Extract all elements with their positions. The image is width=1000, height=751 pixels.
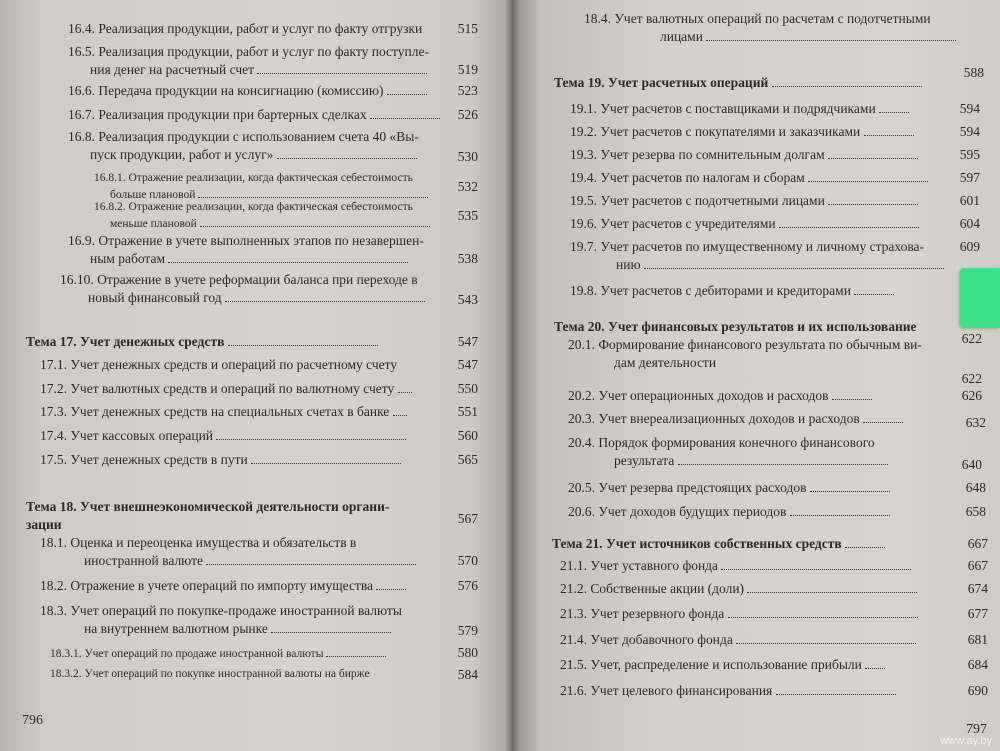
toc-entry-title: 20.3. Учет внереализационных доходов и расходов	[568, 410, 984, 428]
toc-entry	[50, 667, 478, 682]
toc-entry	[68, 106, 478, 124]
toc-entry-page: 526	[457, 107, 478, 122]
toc-entry	[560, 631, 988, 649]
toc-topic	[552, 535, 988, 553]
toc-entry-page: 594	[959, 101, 980, 116]
toc-entry-title: 18.3.1. Учет операций по продаже иностранной валюты	[50, 645, 478, 662]
toc-entry-page: 550	[457, 381, 478, 396]
right-page	[512, 0, 1000, 751]
toc-entry-title: 16.7. Реализация продукции при бартерных сделках	[68, 106, 478, 124]
toc-entry-title-cont: пуск продукции, работ и услуг»	[68, 146, 478, 164]
toc-entry-page: 597	[959, 170, 980, 185]
toc-entry-page: 523	[457, 83, 478, 98]
toc-entry	[568, 434, 984, 470]
toc-entry-page: 601	[959, 193, 980, 208]
toc-entry	[560, 656, 988, 674]
watermark: www.ay.by	[940, 735, 992, 747]
toc-topic-title: Тема 18. Учет внешнеэкономической деятельности органи-	[26, 499, 390, 514]
toc-entry	[94, 200, 478, 232]
toc-entry-title: 19.7. Учет расчетов по имущественному и личному страхова-	[570, 239, 925, 254]
toc-entry-title: 19.2. Учет расчетов с покупателями и заказчиками	[570, 123, 984, 141]
toc-entry-title: 19.6. Учет расчетов с учредителями	[570, 215, 984, 233]
toc-entry-page: 532	[457, 179, 478, 194]
toc-entry-page: 648	[965, 480, 986, 495]
toc-entry	[568, 387, 984, 405]
toc-entry-title-cont: лицами	[584, 28, 984, 46]
toc-entry-title: 19.5. Учет расчетов с подотчетными лицами	[570, 192, 984, 210]
bookmark-tab	[960, 268, 1000, 328]
toc-entry-title-cont: новый финансовый год	[60, 289, 478, 307]
toc-entry-title: 16.8.2. Отражение реализации, когда фактическая себестоимость	[94, 201, 413, 213]
toc-entry-title: 21.5. Учет, распределение и использование прибыли	[560, 656, 988, 674]
toc-entry	[570, 146, 984, 164]
toc-entry	[560, 605, 988, 623]
toc-entry-page: 674	[967, 581, 988, 596]
toc-entry-title: 18.3.2. Учет операций по покупке иностранной валюты на бирже	[50, 668, 370, 680]
toc-topic-title: Тема 17. Учет денежных средств	[26, 333, 478, 351]
toc-entry-title: 16.8.1. Отражение реализации, когда фактическая себестоимость	[94, 172, 413, 184]
toc-topic	[554, 74, 984, 92]
toc-entry-title-cont: ным работам	[68, 250, 478, 268]
toc-entry	[40, 577, 478, 595]
toc-entry-title: 21.2. Собственные акции (доли)	[560, 580, 988, 598]
toc-entry-page: 667	[967, 536, 988, 551]
toc-entry	[568, 479, 984, 497]
toc-entry-title: 19.4. Учет расчетов по налогам и сборам	[570, 169, 984, 187]
toc-entry-title: 16.10. Отражение в учете реформации баланса при переходе в	[60, 272, 418, 287]
toc-entry-title: 19.3. Учет резерва по сомнительным долгам	[570, 146, 984, 164]
toc-entry-title: 21.1. Учет уставного фонда	[560, 557, 988, 575]
toc-entry	[60, 271, 478, 307]
toc-topic	[26, 333, 478, 351]
toc-entry-title: 17.5. Учет денежных средств в пути	[40, 451, 478, 469]
toc-entry-title: 18.4. Учет валютных операций по расчетам с подотчетными	[584, 11, 931, 26]
toc-entry	[40, 356, 478, 374]
toc-entry-page: 622	[961, 371, 982, 386]
toc-entry	[40, 380, 478, 398]
toc-topic-title: Тема 21. Учет источников собственных средств	[552, 535, 988, 553]
toc-entry	[560, 580, 988, 598]
toc-topic-title-cont: зации	[26, 517, 62, 532]
toc-entry-page: 632	[965, 415, 986, 430]
toc-entry-title: 16.6. Передача продукции на консигнацию (комиссию)	[68, 82, 478, 100]
toc-entry	[68, 232, 478, 268]
toc-entry-page: 567	[457, 511, 478, 526]
toc-entry-page: 684	[967, 657, 988, 672]
toc-entry	[570, 215, 984, 233]
toc-entry-title: 18.3. Учет операций по покупке-продаже иностранной валюты	[40, 603, 402, 618]
toc-topic	[26, 498, 478, 534]
toc-entry-page: 622	[961, 331, 982, 346]
toc-entry-title: 17.3. Учет денежных средств на специальных счетах в банке	[40, 403, 478, 421]
toc-entry-title-cont: результата	[568, 452, 984, 470]
toc-entry-page: 580	[457, 645, 478, 660]
toc-entry	[570, 192, 984, 210]
toc-entry-title: 17.4. Учет кассовых операций	[40, 427, 478, 445]
toc-entry-title: 18.2. Отражение в учете операций по импорту имущества	[40, 577, 478, 595]
toc-entry-page: 543	[457, 292, 478, 307]
toc-entry	[570, 238, 984, 274]
toc-entry-title: 16.4. Реализация продукции, работ и услуг по факту отгрузки	[68, 21, 423, 36]
toc-entry-page: 595	[959, 147, 980, 162]
toc-entry-page: 626	[961, 388, 982, 403]
toc-entry-title-cont: на внутреннем валютном рынке	[40, 620, 478, 638]
toc-entry	[68, 128, 478, 164]
toc-entry	[560, 682, 988, 700]
toc-entry	[40, 451, 478, 469]
toc-entry-title-cont: меньше плановой	[94, 215, 478, 232]
page-number: 796	[22, 713, 43, 728]
toc-entry	[584, 10, 984, 80]
toc-entry-title: 19.8. Учет расчетов с дебиторами и кредиторами	[570, 282, 984, 300]
page-number: 797	[966, 722, 987, 737]
toc-entry-page: 594	[959, 124, 980, 139]
toc-entry-page: 667	[967, 558, 988, 573]
toc-entry-title-cont: иностранной валюте	[40, 552, 478, 570]
toc-entry-page: 538	[457, 251, 478, 266]
toc-entry-page: 584	[457, 667, 478, 682]
toc-entry-title-cont: ния денег на расчетный счет	[68, 61, 478, 79]
toc-entry-page: 576	[457, 578, 478, 593]
toc-entry	[50, 645, 478, 662]
toc-entry	[570, 169, 984, 187]
toc-entry-title: 20.1. Формирование финансового результата по обычным ви-	[568, 337, 922, 352]
toc-topic-title: Тема 19. Учет расчетных операций	[554, 74, 984, 92]
toc-entry-title-cont: нию	[570, 256, 984, 274]
toc-entry-page: 579	[457, 623, 478, 638]
toc-entry-title: 16.5. Реализация продукции, работ и услуг по факту поступле-	[68, 44, 429, 59]
toc-entry-title: 20.6. Учет доходов будущих периодов	[568, 503, 984, 521]
toc-entry-title: 19.1. Учет расчетов с поставщиками и подрядчиками	[570, 100, 984, 118]
toc-entry	[68, 82, 478, 100]
toc-entry-title: 16.8. Реализация продукции с использованием счета 40 «Вы-	[68, 129, 419, 144]
toc-entry-title: 18.1. Оценка и переоценка имущества и обязательств в	[40, 535, 357, 550]
toc-entry-page: 547	[457, 357, 478, 372]
toc-entry-page: 609	[959, 239, 980, 254]
toc-entry-title: 17.1. Учет денежных средств и операций по расчетному счету	[40, 357, 398, 372]
toc-entry	[40, 534, 478, 570]
toc-entry-title: 16.9. Отражение в учете выполненных этапов по незавершен-	[68, 233, 424, 248]
toc-entry-title: 20.4. Порядок формирования конечного финансового	[568, 435, 875, 450]
toc-entry-page: 519	[457, 62, 478, 77]
toc-entry-title: 21.6. Учет целевого финансирования	[560, 682, 988, 700]
toc-entry-title: 21.4. Учет добавочного фонда	[560, 631, 988, 649]
toc-entry-title-cont: больше плановой	[94, 186, 478, 203]
toc-entry-title: 20.5. Учет резерва предстоящих расходов	[568, 479, 984, 497]
toc-entry-page: 547	[457, 334, 478, 349]
toc-entry-page: 551	[457, 404, 478, 419]
toc-entry-title-cont: дам деятельности	[614, 355, 717, 370]
toc-entry	[68, 43, 478, 79]
toc-topic-title: Тема 20. Учет финансовых результатов и их использование	[554, 319, 917, 334]
toc-entry-page: 690	[967, 683, 988, 698]
toc-entry-title: 20.2. Учет операционных доходов и расходов	[568, 387, 984, 405]
toc-entry	[68, 20, 478, 38]
toc-entry-page: 658	[965, 504, 986, 519]
toc-entry-page: 565	[457, 452, 478, 467]
toc-entry-page: 640	[961, 457, 982, 472]
toc-entry	[560, 557, 988, 575]
toc-entry-page: 588	[963, 65, 984, 80]
toc-entry	[40, 427, 478, 445]
toc-entry-page: 604	[959, 216, 980, 231]
toc-entry	[40, 602, 478, 638]
toc-entry-page: 530	[457, 149, 478, 164]
toc-entry	[570, 100, 984, 118]
toc-entry	[570, 282, 984, 300]
toc-entry	[40, 403, 478, 421]
toc-entry-title: 17.2. Учет валютных средств и операций по валютному счету	[40, 380, 478, 398]
book-gutter	[505, 0, 519, 751]
toc-entry-page: 535	[457, 208, 478, 223]
toc-entry	[568, 336, 984, 386]
toc-entry-page: 677	[967, 606, 988, 621]
toc-entry	[568, 503, 984, 521]
toc-entry	[94, 171, 478, 203]
toc-entry-page: 681	[967, 632, 988, 647]
toc-entry-page: 515	[457, 21, 478, 36]
toc-entry-title: 21.3. Учет резервного фонда	[560, 605, 988, 623]
toc-entry	[570, 123, 984, 141]
toc-entry-page: 560	[457, 428, 478, 443]
toc-entry	[568, 410, 984, 428]
toc-entry-page: 570	[457, 553, 478, 568]
